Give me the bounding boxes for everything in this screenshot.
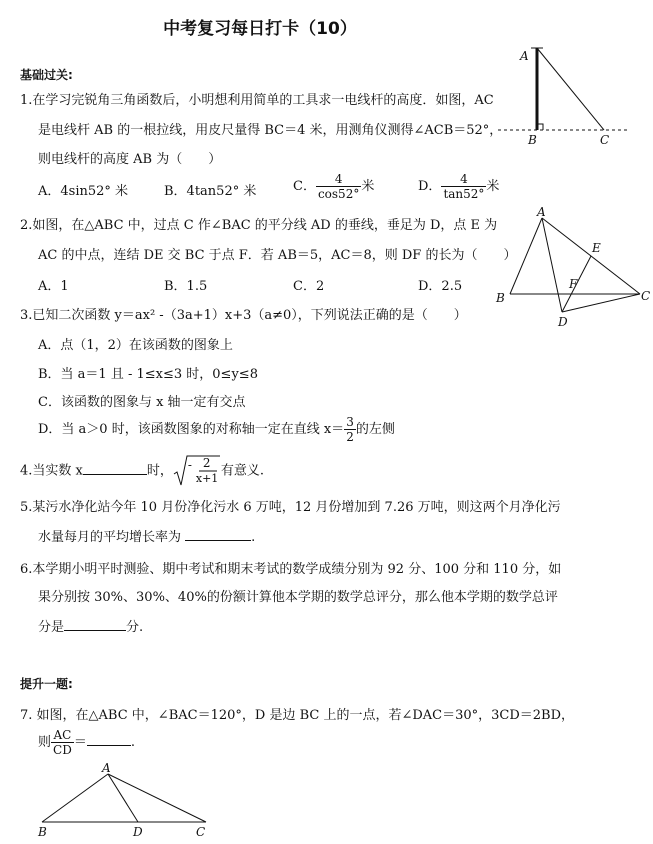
q1-line2: 是电线杆 AB 的一根拉线，用皮尺量得 BC＝4 米，用测角仪测得∠ACB＝52°， (38, 123, 503, 138)
q1-label-a: A (520, 49, 529, 63)
q3-option-c: C．该函数的图象与 x 轴一定有交点 (38, 395, 246, 410)
q1-option-b: B．4tan52° 米 (164, 184, 257, 199)
section-advance-heading: 提升一题: (20, 677, 73, 691)
q1-option-d-unit: 米 (486, 179, 500, 194)
q7-side-ab (42, 774, 108, 822)
q4-post: 有意义. (220, 463, 265, 479)
q4-radical (173, 454, 221, 488)
q6-answer-blank[interactable] (64, 618, 126, 631)
q1-label-c: C (600, 133, 610, 147)
q2-label-e: E (592, 241, 601, 255)
q1-option-c-unit: 米 (361, 179, 375, 194)
q7-denominator: CD (53, 743, 72, 757)
q6-line3 (38, 616, 143, 635)
q4-line (20, 454, 264, 488)
q1-option-c (293, 172, 374, 201)
q7-label-d: D (133, 825, 143, 839)
q7-numerator: AC (51, 728, 74, 743)
q6-line3-pre: 分是 (38, 620, 65, 635)
q1-option-d (418, 172, 499, 201)
q4-radical-denominator: x+1 (195, 472, 219, 485)
q7-end: . (130, 735, 135, 750)
q7-line2 (38, 728, 135, 757)
q2-label-c: C (641, 289, 651, 303)
q3-option-d-fraction (344, 415, 356, 444)
q3-option-d-denominator: 2 (346, 430, 354, 444)
q1-option-c-denominator: cos52° (317, 187, 360, 201)
q2-label-b: B (496, 291, 505, 305)
q4-radical-numerator: 2 (202, 456, 211, 470)
q5-line1: 5.某污水净化站今年 10 月份净化污水 6 万吨，12 月份增加到 7.26 万吨，则这两个月净化污 (20, 500, 561, 515)
q2-segment-cd (562, 294, 640, 312)
page-title: 中考复习每日打卡（10） (163, 19, 357, 39)
q4-radical-minus: - (187, 458, 192, 472)
q1-label-b: B (528, 133, 537, 147)
q2-side-ab (510, 218, 542, 294)
q3-option-d-numerator: 3 (346, 415, 354, 429)
q1-line1: 1.在学习完锐角三角函数后，小明想利用简单的工具求一电线杆的高度．如图，AC (20, 93, 494, 108)
q5-line2-text: 水量每月的平均增长率为 (38, 530, 182, 545)
q7-equals: ＝ (73, 735, 87, 750)
q2-label-f: F (569, 277, 578, 291)
q2-option-a: A．1 (38, 279, 69, 294)
q4-pre: 4.当实数 x (20, 463, 83, 479)
q1-option-d-denominator: tan52° (443, 187, 485, 201)
q2-line1: 2.如图，在△ABC 中，过点 C 作∠BAC 的平分线 AD 的垂线，垂足为 D，点 E 为 (20, 218, 498, 233)
q1-option-c-fraction (316, 172, 361, 201)
q2-bisector-ad (542, 218, 562, 312)
q7-fraction (51, 728, 74, 757)
q5-line2-end: . (251, 530, 256, 545)
q1-line3: 则电线杆的高度 AB 为（ ） (38, 152, 222, 167)
q6-line1: 6.本学期小明平时测验、期中考试和期末考试的数学成绩分别为 92 分、100 分和 110 分，如 (20, 562, 562, 577)
section-basic-heading: 基础过关: (20, 68, 73, 82)
q3-option-b: B．当 a＝1 且 - 1≤x≤3 时，0≤y≤8 (38, 367, 258, 382)
q7-line1: 7. 如图，在△ABC 中，∠BAC＝120°，D 是边 BC 上的一点，若∠DAC＝30°，3CD＝2BD， (20, 708, 575, 723)
q7-answer-blank[interactable] (87, 733, 131, 746)
q3-option-d-post: 的左侧 (355, 422, 395, 437)
q5-line2 (38, 526, 255, 545)
q3-line1: 3.已知二次函数 y＝ax² -（3a+1）x+3（a≠0），下列说法正确的是（ ） (20, 308, 467, 323)
q1-guy-wire-ac (537, 48, 604, 130)
q7-pre: 则 (38, 735, 52, 750)
q2-option-b: B．1.5 (164, 279, 208, 294)
q3-option-a: A．点（1，2）在该函数的图象上 (38, 338, 233, 353)
q4-mid: 时， (146, 463, 173, 479)
q7-label-b: B (38, 825, 47, 839)
q2-label-d: D (558, 315, 568, 329)
q6-line3-post: 分. (126, 620, 144, 635)
q2-option-d: D．2.5 (418, 279, 463, 294)
q7-figure (30, 760, 220, 842)
q1-option-d-fraction (441, 172, 486, 201)
q2-figure (492, 202, 652, 330)
q4-answer-blank[interactable] (83, 462, 147, 475)
q7-label-c: C (196, 825, 206, 839)
q2-option-c: C．2 (293, 279, 325, 294)
q1-option-d-numerator: 4 (441, 172, 486, 187)
q1-option-d-label: D． (418, 179, 442, 194)
q6-line2: 果分别按 30%、30%、40%的份额计算他本学期的数学总评分，那么他本学期的数学总评 (38, 590, 558, 605)
q1-option-a: A．4sin52° 米 (38, 184, 129, 199)
q1-option-c-numerator: 4 (316, 172, 361, 187)
q2-line2: AC 的中点，连结 DE 交 BC 于点 F．若 AB＝5，AC＝8，则 DF 的长为（ ） (38, 248, 517, 263)
q5-answer-blank[interactable] (185, 528, 251, 541)
q3-option-d (38, 415, 395, 444)
q2-label-a: A (537, 205, 546, 219)
q1-option-c-label: C． (293, 179, 316, 194)
q3-option-d-pre: D．当 a＞0 时，该函数图象的对称轴一定在直线 x＝ (38, 422, 345, 437)
q1-figure (490, 44, 640, 154)
q7-label-a: A (102, 761, 111, 775)
